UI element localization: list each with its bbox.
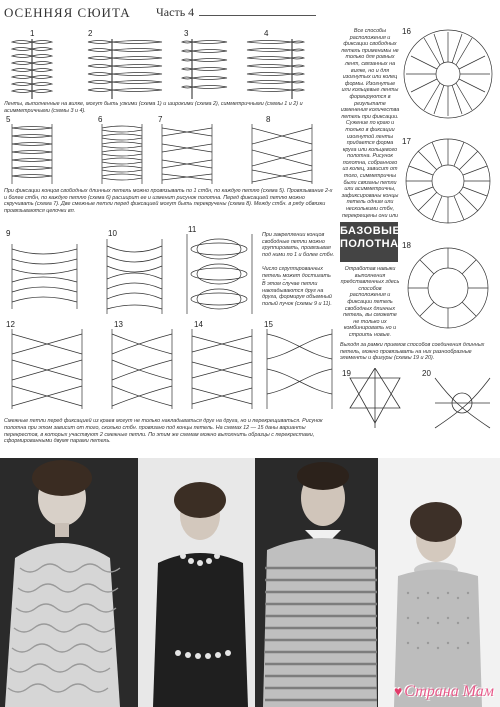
- scheme-10: [107, 239, 162, 314]
- ring-diagrams: [400, 26, 500, 356]
- right-intro-text: Все способы расположения и фиксации свободных петель применимы не только для ровных лент, связанных на вилке, но и для изогнутых или колец формы. Изогнутые или кольцевые ленты формируются в результате изменения количества петель при фиксации. Сужение по краю и только в фиксации изогнутой ленты придается форма круга или кольцевого полотна. Рисунок полотна, собранного из колец, зависит от того, симметричны были связаны петли или асимметричны, зафиксированы концы петель одним или несколькими стбн, перекрещены они или: [340, 28, 400, 218]
- fig-num-15: 15: [264, 320, 273, 329]
- fig-num-13: 13: [114, 320, 123, 329]
- caption-group-3: В этом случае петли накладываются друг на друга, формируя объемный полый пучок (схемы 9 и 11).: [262, 281, 332, 307]
- fig-num-1: 1: [30, 29, 35, 38]
- caption-schemes-1-4: Ленты, выполненные на вилке, могут быть узкими (схема 1) и широкими (схема 2), симметричными (схемы 1 и 2) и асимметричными (схемы 3 и 4).: [4, 101, 303, 114]
- scheme-11: [187, 234, 252, 314]
- photo-model-2: [138, 458, 258, 707]
- scheme-15: [267, 329, 332, 409]
- fig-num-6: 6: [98, 115, 103, 124]
- watermark: [394, 683, 494, 701]
- fig-num-8: 8: [266, 115, 271, 124]
- scheme-8: [252, 124, 312, 184]
- fig-num-5: 5: [6, 115, 11, 124]
- scheme-19: [350, 368, 400, 428]
- fig-num-11: 11: [188, 225, 197, 234]
- fig-num-14: 14: [194, 320, 203, 329]
- scheme-6: [102, 124, 142, 184]
- heart-icon: ♥: [393, 685, 403, 700]
- section-badge: [340, 222, 401, 262]
- scheme-4: [247, 39, 304, 99]
- right-body-text: Отработав навыки выполнения представленных здесь способов расположения и фиксации петель свободных длинных петель, вы сможете не только их комбинировать но и строить новые.: [340, 266, 400, 338]
- scheme-7: [162, 124, 212, 184]
- fig-num-2: 2: [88, 29, 93, 38]
- page-title: ОСЕННЯЯ СЮИТА: [4, 5, 131, 20]
- fig-num-18: 18: [402, 241, 411, 250]
- fig-num-19: 19: [342, 369, 351, 378]
- watermark-text: Страна Мам: [404, 683, 494, 700]
- scheme-2: [88, 39, 162, 99]
- figure-numbers: [6, 29, 273, 329]
- fig-num-10: 10: [108, 229, 117, 238]
- fig-num-20: 20: [422, 369, 431, 378]
- scheme-12: [12, 329, 82, 409]
- ring-18: [408, 248, 488, 328]
- caption-schemes-5-8: При фиксации концов свободных длинных петель можно провязывать по 1 стбн, по каждую петлю (схема 5). Провязывание 2-х и более стбн, по каждую петлю (схема 6) расширит ее и изменит рисунок полотна. Перед фиксацией петлю можно скручивать (схема 7). Две смежные петли перед фиксацией могут быть перекручены (схема 8). Между стбн. в ряду обвязки провязываются цепочки вп.: [4, 188, 333, 214]
- ring-16: [404, 30, 492, 118]
- header-rule: [199, 15, 316, 16]
- right-footer-text: Выходя за рамки приемов способов соединения длинных петель, можно провязывать на них разнообразные элементы и фигуры (схемы 19 и 20).: [340, 342, 485, 362]
- part-label: Часть 4: [156, 5, 195, 19]
- scheme-5: [12, 124, 52, 184]
- figure-diagrams-19-20: [340, 368, 500, 458]
- fig-num-3: 3: [184, 29, 189, 38]
- caption-group-2: Число сгруппированных петель может достигать: [262, 266, 331, 279]
- fig-num-9: 9: [6, 229, 11, 238]
- scheme-9: [12, 244, 77, 309]
- photo-model-4: [378, 458, 500, 707]
- badge-line-1: БАЗОВЫЕ: [340, 225, 401, 237]
- scheme-13: [112, 329, 172, 409]
- scheme-20: [435, 378, 490, 428]
- fig-num-4: 4: [264, 29, 269, 38]
- badge-line-2: ПОЛОТНА: [340, 238, 399, 250]
- caption-schemes-12-15: Смежные петли перед фиксацией из краев могут не только накладываться друг на друга, но и перекрещиваться. Рисунок полотна при этом зависит от того, сколько стбн. провязано под концы петель. На схемах 12 — 15 даны варианты перекрестов, в которых участвуют 2 смежные петли. По этим же схемам можно выполнить образцы с перекрестами, сформированными двумя парами петель.: [4, 418, 323, 445]
- fig-num-17: 17: [402, 137, 411, 146]
- fig-num-7: 7: [158, 115, 163, 124]
- fig-num-12: 12: [6, 320, 15, 329]
- photo-model-3: [255, 458, 380, 707]
- ring-17: [406, 139, 490, 223]
- photo-model-1: [0, 458, 140, 707]
- photo-strip: [0, 458, 500, 707]
- fig-num-16: 16: [402, 27, 411, 36]
- page-header: [4, 4, 496, 26]
- caption-group-1: При закреплении концов свободные петли можно группировать, провязывая под ними по 1 и более стбн.: [262, 232, 335, 258]
- scheme-3: [182, 39, 227, 99]
- scheme-14: [192, 329, 252, 409]
- scheme-1: [12, 39, 52, 99]
